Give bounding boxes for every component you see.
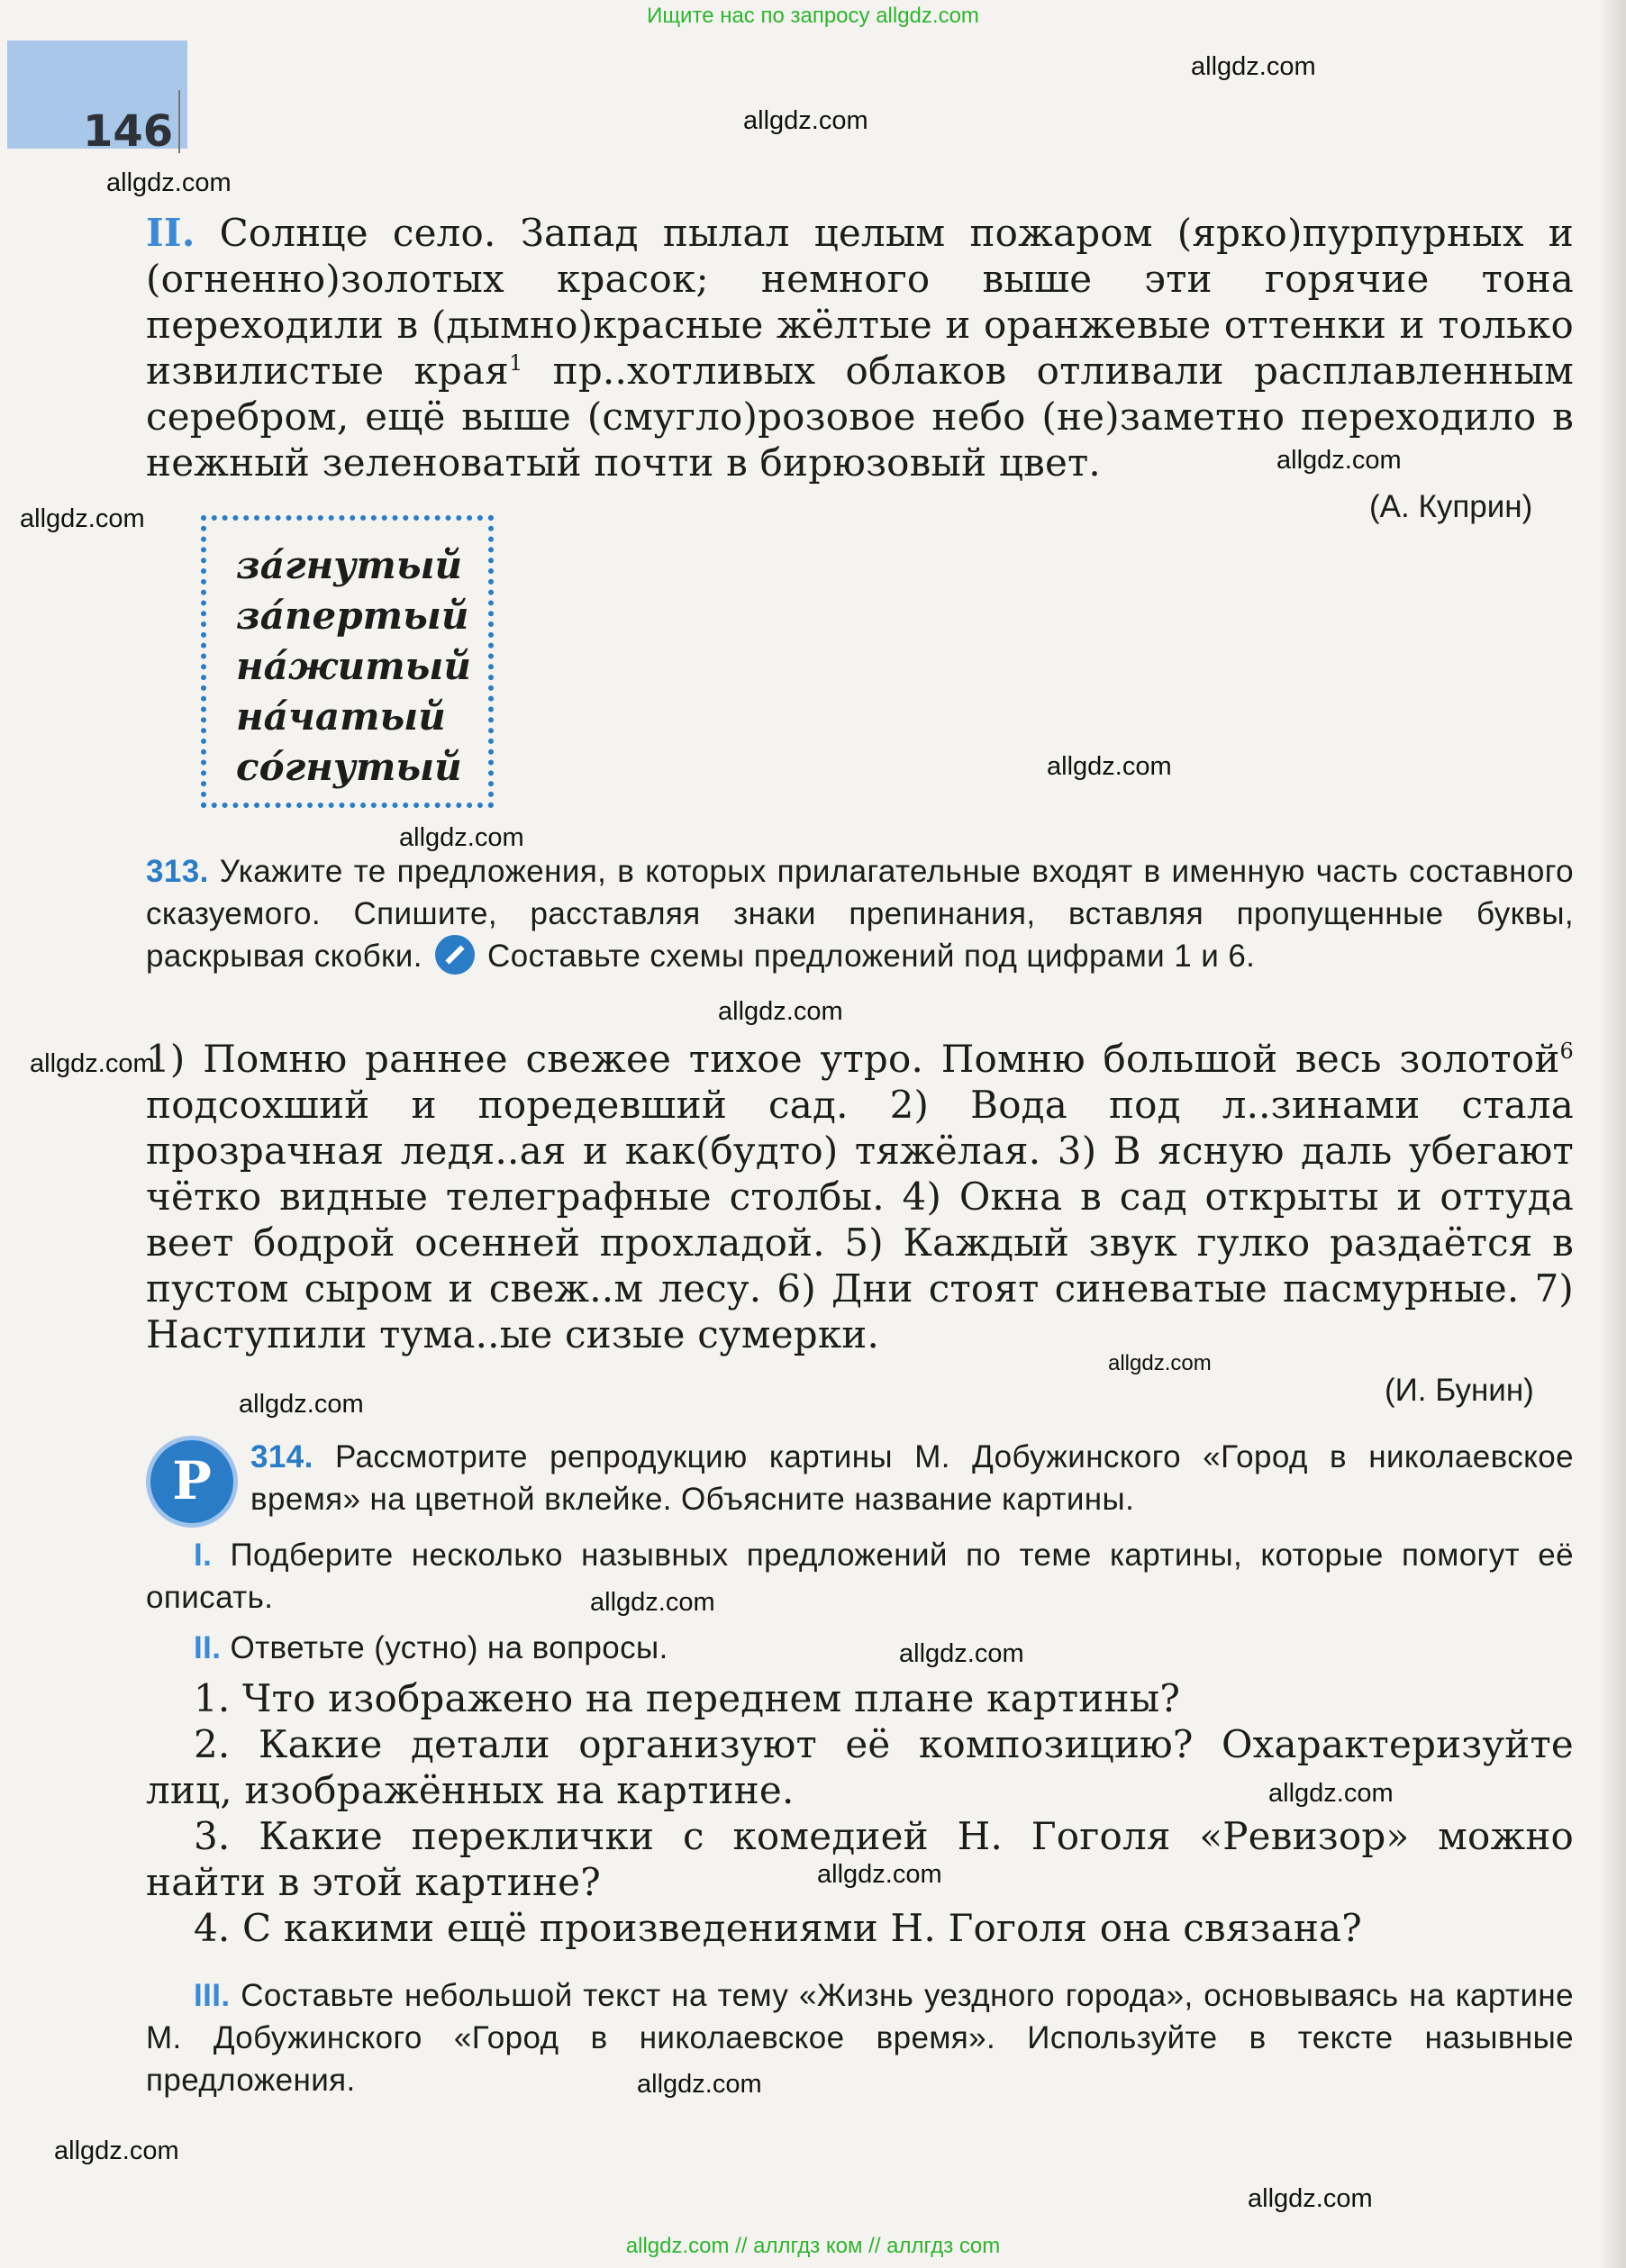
body-text-part: подсохший и поредевший сад. 2) Вода под л..зинами стала прозрачная ледя..ая и как(будто) тяжёлая. 3) В ясную даль убегают чётко видные телеграфные столбы. 4) Окна в сад открыты и оттуда веет бодрой осенней прохладой. 5) Каждый звук гулко раздаётся в пустом сыром и свеж..м лесу. 6) Дни стоят синеватые пасмурные. 7) Наступили тума..ые сизые сумерки. (146, 1083, 1574, 1356)
pencil-icon (435, 935, 475, 975)
exercise-number: 314. (250, 1439, 313, 1474)
stress-word-box (201, 515, 494, 808)
watermark: allgdz.com (1268, 1779, 1394, 1808)
exercise-313-body (146, 1036, 1574, 1357)
footnote-mark: 1 (508, 350, 523, 376)
watermark: allgdz.com (590, 1588, 715, 1617)
part-marker: I. (194, 1538, 213, 1573)
watermark: allgdz.com (743, 106, 868, 135)
task-text: Рассмотрите репродукцию картины М. Добужинского «Город в николаевское время» на цветной вклейке. Объясните название картины. (250, 1439, 1574, 1517)
exercise-313-task (146, 850, 1574, 977)
watermark: allgdz.com (1108, 1351, 1212, 1375)
exercise-314-part-1 (146, 1534, 1574, 1619)
word-item: за́гнутый (236, 543, 463, 587)
r-badge-icon: Р (146, 1436, 238, 1528)
exercise-314-part-3 (146, 1974, 1574, 2101)
exercise-314-intro (250, 1436, 1574, 1520)
watermark: allgdz.com (1276, 446, 1402, 475)
watermark: allgdz.com (899, 1639, 1024, 1668)
task-text: Составьте небольшой текст на тему «Жизнь уездного города», основываясь на картине М. Добужинского «Город в николаевское время». Используйте в тексте назывные предложения. (146, 1978, 1574, 2098)
section-text-part: Солнце село. Запад пылал целым пожаром (ярко)пурпурных и (огненно)золотых красок; немного выше эти горячие тона переходили в (дымно)красные жёлтые и оранжевые оттенки и только извилистые края (146, 211, 1574, 393)
page-number: 146 (83, 106, 174, 157)
body-text-part: 1) Помню раннее свежее тихое утро. Помню большой весь золотой (146, 1037, 1560, 1081)
question-item: 1. Что изображено на переднем плане картины? (194, 1676, 1181, 1720)
question-item: 2. Какие детали организуют её композицию? Охарактеризуйте лиц, изображённых на картине. (146, 1722, 1574, 1812)
task-text: Укажите те предложения, в которых прилагательные входят в именную часть составного сказуемого. Спишите, расставляя знаки препинания, вставляя пропущенные буквы, раскрывая скобки. (146, 854, 1574, 974)
watermark: allgdz.com (30, 1049, 155, 1078)
watermark: allgdz.com (399, 823, 524, 852)
question-item: 4. С какими ещё произведениями Н. Гоголя она связана? (194, 1906, 1363, 1950)
watermark: allgdz.com (718, 997, 843, 1026)
exercise-314-part-2 (146, 1627, 1574, 1669)
footnote-mark: 6 (1559, 1039, 1574, 1064)
task-text: Ответьте (устно) на вопросы. (221, 1630, 668, 1665)
task-text: Подберите несколько назывных предложений по теме картины, которые помогут её описать. (146, 1538, 1574, 1615)
watermark: allgdz.com (817, 1860, 942, 1889)
section-text-part: пр..хотливых облаков отливали расплавленным серебром, ещё выше (смугло)розовое небо (не)заметно переходило в нежный зеленоватый почти в бирюзовый цвет. (146, 349, 1574, 485)
word-item: на́чатый (236, 694, 446, 739)
word-item: со́гнутый (236, 745, 462, 789)
watermark: allgdz.com (54, 2136, 179, 2165)
top-banner[interactable]: Ищите нас по запросу allgdz.com (647, 4, 979, 28)
author-kuprin: (А. Куприн) (1369, 489, 1533, 524)
watermark: allgdz.com (20, 504, 145, 533)
watermark: allgdz.com (1047, 752, 1172, 781)
question-item: 3. Какие переклички с комедией Н. Гоголя «Ревизор» можно найти в этой картине? (146, 1814, 1574, 1904)
watermark: allgdz.com (106, 168, 232, 197)
part-marker: III. (194, 1978, 231, 2013)
section-marker: II. (146, 211, 195, 255)
bottom-banner[interactable]: allgdz.com // аллгдз ком // аллгдз com (625, 2234, 1001, 2258)
word-item: за́пертый (236, 594, 469, 638)
page-edge-shadow (1599, 0, 1626, 2268)
watermark: allgdz.com (239, 1390, 364, 1419)
part-marker: II. (194, 1630, 222, 1665)
task-text: Составьте схемы предложений под цифрами 1 и 6. (477, 939, 1256, 974)
page-number-divider (178, 90, 180, 153)
watermark: allgdz.com (1248, 2184, 1373, 2213)
author-bunin: (И. Бунин) (1385, 1373, 1534, 1408)
word-item: на́житый (236, 644, 471, 688)
watermark: allgdz.com (1191, 52, 1316, 81)
watermark: allgdz.com (637, 2070, 762, 2099)
question-list (146, 1675, 1574, 1951)
exercise-number: 313. (146, 854, 209, 889)
section-2-text (146, 210, 1574, 485)
